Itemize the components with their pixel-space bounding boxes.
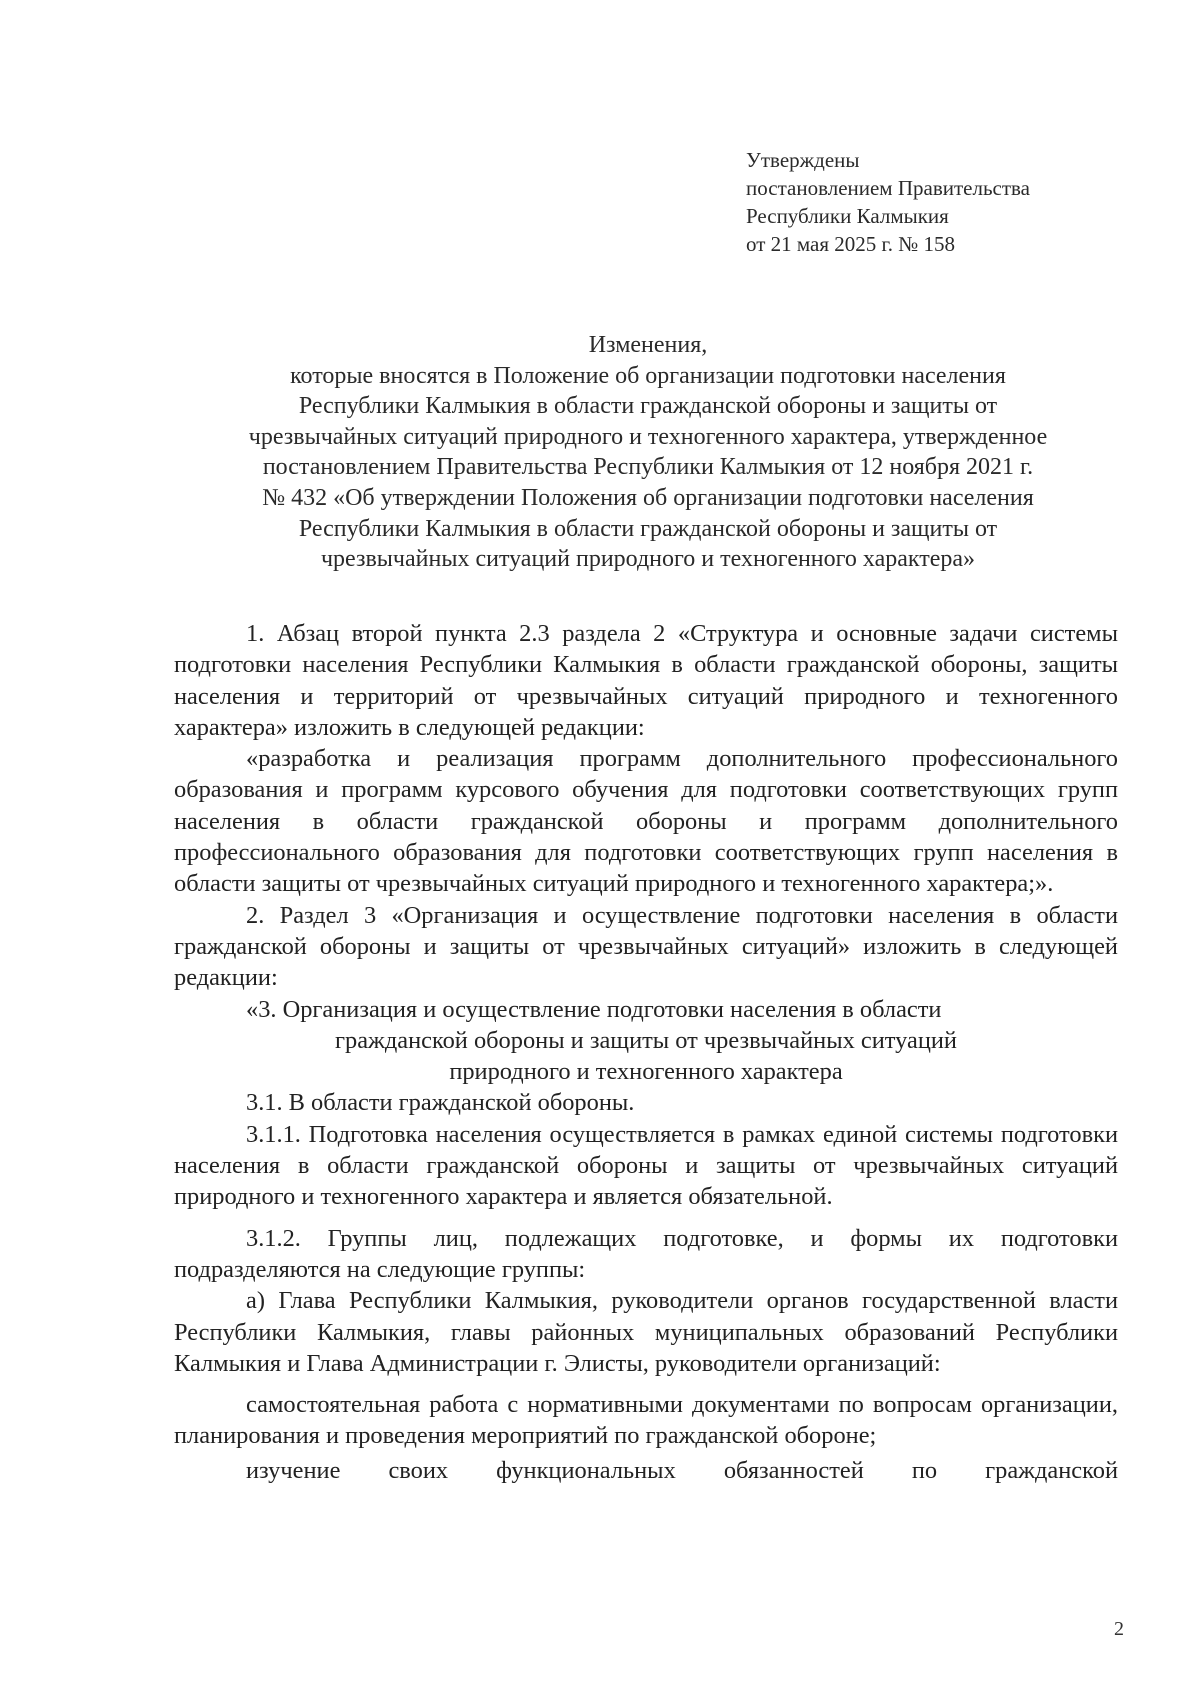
document-title: [168, 330, 1128, 575]
title-line-2: Республики Калмыкия в области гражданской обороны и защиты от: [298, 393, 998, 420]
paragraph-1: 1. Абзац второй пункта 2.3 раздела 2 «Структура и основные задачи системы подготовки населения Республики Калмыкия в области гражданской обороны, защиты населения и территорий от чрезвычайных ситуаций природного и техногенного характера» изложить в следующей редакции:: [174, 620, 1118, 741]
title-line-7: чрезвычайных ситуаций природного и техногенного характера»: [320, 546, 976, 573]
approval-line-3: Республики Калмыкия: [746, 204, 949, 228]
approval-line-1: Утверждены: [746, 148, 860, 172]
title-line-5: № 432 «Об утверждении Положения об организации подготовки населения: [262, 484, 1034, 511]
title-heading: Изменения,: [588, 332, 708, 358]
document-body: [174, 618, 1118, 1486]
section-heading-line-1: «3. Организация и осуществление подготовки населения в области: [246, 995, 942, 1023]
paragraph-2-quote: «разработка и реализация программ дополнительного профессионального образования и программ курсового обучения для подготовки соответствующих групп населения в области гражданской обороны и программ дополнительного профессионального образования для подготовки соответствующих групп населения в области защиты от чрезвычайных ситуаций природного и техногенного характера;».: [174, 745, 1118, 898]
section-heading-line-2: гражданской обороны и защиты от чрезвычайных ситуаций: [335, 1026, 957, 1054]
paragraph-3-1-1: 3.1.1. Подготовка населения осуществляется в рамках единой системы подготовки населения в области гражданской обороны и защиты от чрезвычайных ситуаций природного и техногенного характера и является обязательной.: [174, 1120, 1118, 1211]
paragraph-item-a: а) Глава Республики Калмыкия, руководители органов государственной власти Республики Калмыкия, главы районных муниципальных образований Республики Калмыкия и Глава Администрации г. Элисты, руководители организаций:: [174, 1287, 1118, 1377]
page-number: 2: [1114, 1618, 1124, 1640]
paragraph-3-1: 3.1. В области гражданской обороны.: [246, 1089, 635, 1117]
paragraph-functional-duties: изучение своих функциональных обязанностей по гражданской: [246, 1456, 1118, 1484]
approval-line-2: постановлением Правительства: [746, 176, 1031, 200]
title-line-4: постановлением Правительства Республики Калмыкия от 12 ноября 2021 г.: [262, 454, 1034, 481]
title-line-1: которые вносятся в Положение об организации подготовки населения: [290, 362, 1006, 389]
title-line-6: Республики Калмыкия в области гражданской обороны и защиты от: [298, 515, 998, 542]
paragraph-self-study: самостоятельная работа с нормативными документами по вопросам организации, планирования и проведения мероприятий по гражданской обороне;: [174, 1391, 1118, 1450]
section-heading-line-3: природного и техногенного характера: [449, 1058, 843, 1086]
approval-stamp-block: [746, 146, 1030, 258]
title-line-3: чрезвычайных ситуаций природного и техногенного характера, утвержденное: [248, 423, 1048, 450]
paragraph-3: 2. Раздел 3 «Организация и осуществление подготовки населения в области гражданской обороны и защиты от чрезвычайных ситуаций» изложить в следующей редакции:: [174, 901, 1118, 992]
approval-line-4: от 21 мая 2025 г. № 158: [746, 232, 956, 256]
paragraph-3-1-2: 3.1.2. Группы лиц, подлежащих подготовке, и формы их подготовки подразделяются на следующие группы:: [174, 1224, 1118, 1283]
